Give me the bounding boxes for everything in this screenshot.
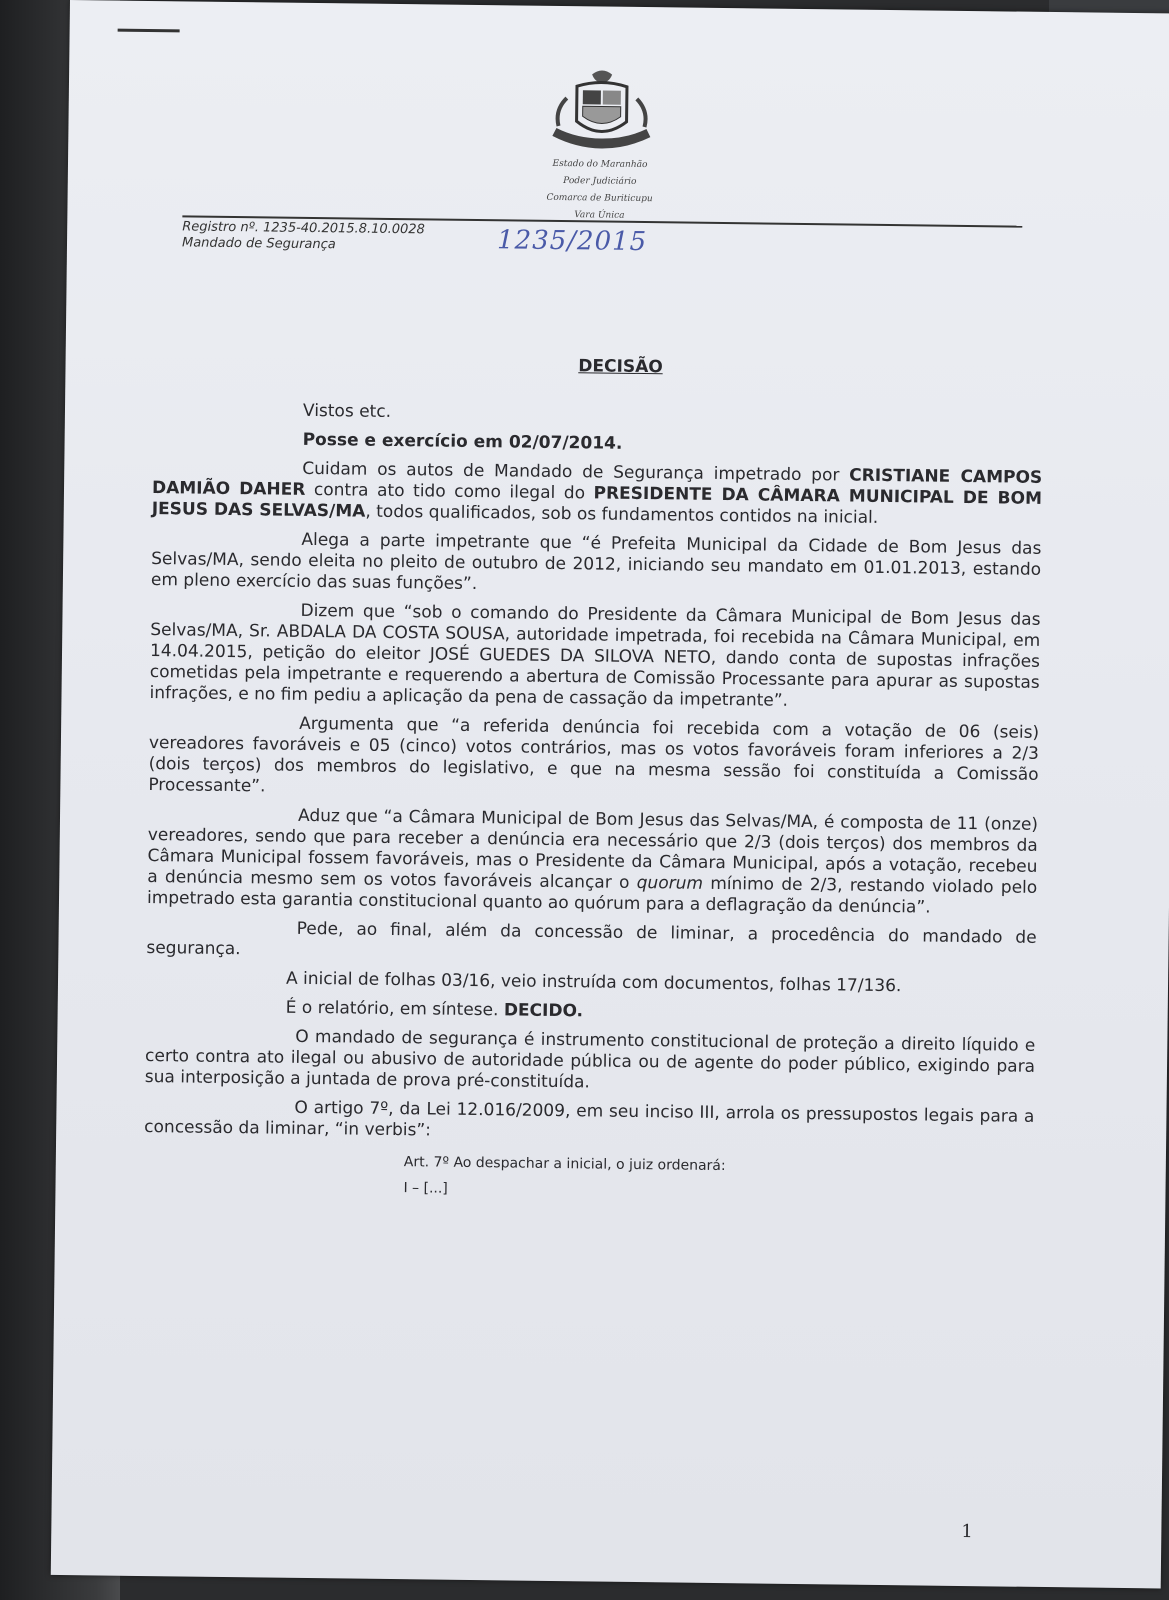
decido: DECIDO. [503, 1000, 584, 1022]
court-line: Vara Única [574, 210, 625, 221]
paragraph-1 [152, 457, 1043, 531]
court-line: Estado do Maranhão [552, 158, 648, 171]
coat-of-arms-icon [546, 68, 657, 159]
paragraph-8 [146, 996, 1036, 1028]
paragraph-4: Argumenta que “a referida denúncia foi recebida com a votação de 06 (seis) vereadores favoráveis e 05 (cinco) votos contrários, mas os votos favoráveis foram inferiores a 2/3 (dois terços) dos membros do legislativo, e que na mesma sessão foi constituída a Comissão Processante”. [148, 713, 1040, 797]
corner-mark [118, 29, 180, 33]
page-number: 1 [961, 1521, 973, 1543]
paragraph-9: O mandado de segurança é instrumento constitucional de proteção a direito líquido e certo contra ato ilegal ou abusivo de autoridade pública ou de agente do poder público, exigindo para sua interposição a juntada de prova pré-constituída. [144, 1026, 1036, 1093]
paragraph-vistos: Vistos etc. [302, 400, 392, 422]
text-italic: quorum [636, 872, 704, 894]
paragraph-7: A inicial de folhas 03/16, veio instruída com documentos, folhas 17/136. [285, 968, 902, 997]
handwritten-case-number: 1235/2015 [496, 225, 648, 258]
text: Aduz que “a Câmara Municipal de Bom Jesus das Selvas/MA, é composta de 11 (onze) vereadores, sendo que para receber a denúncia era necessário que 2/3 (dois terços) dos membros da Câmara Municipal fossem favoráveis, mas o Presidente da Câmara Municipal, após a votação, recebeu a denúncia mesmo sem os votos favoráveis alcançar o [147, 805, 1039, 893]
paragraph-2: Alega a parte impetrante que “é Prefeita Municipal da Cidade de Bom Jesus das Selvas/MA, sendo eleita no pleito de outubro de 2012, iniciando seu mandato em 01.01.2013, estando em pleno exercício das suas funções”. [150, 529, 1042, 595]
text: mínimo de 2/3, restando violado pelo impetrado esta garantia constitucional quanto ao quórum para a deflagração da denúncia”. [146, 873, 1038, 918]
document-body [143, 399, 1043, 1209]
court-line: Comarca de Buriticupu [546, 192, 653, 205]
court-line: Poder Judiciário [563, 176, 637, 187]
document-title: DECISÃO [578, 356, 663, 378]
text: Cuidam os autos de Mandado de Segurança impetrado por [302, 458, 850, 486]
quote-line: I – [...] [403, 1180, 448, 1197]
quote-line: Art. 7º Ao despachar a inicial, o juiz ordenará: [403, 1154, 726, 1175]
text: , todos qualificados, sob os fundamentos contidos na inicial. [365, 501, 879, 528]
paragraph-posse: Posse e exercício em 02/07/2014. [302, 429, 623, 454]
document-page [51, 0, 1169, 1588]
quoted-law [403, 1149, 1034, 1209]
paragraph-6: Pede, ao final, além da concessão de liminar, a procedência do mandado de segurança. [146, 918, 1037, 960]
party-impetrante: CRISTIANE CAMPOS DAMIÃO DAHER [151, 465, 1043, 500]
case-registro: Registro nº. 1235-40.2015.8.10.0028 [182, 219, 425, 238]
paragraph-3: Dizem que “sob o comando do Presidente da Câmara Municipal de Bom Jesus das Selvas/MA, Sr. ABDALA DA COSTA SOUSA, autoridade impetrada, foi recebida na Câmara Municipal, em 14.04.2015, petição do eleitor JOSÉ GUEDES DA SILOVA NETO, dando conta de supostas infrações cometidas pela impetrante e requerendo a abertura de Comissão Processante para apurar as supostas infrações, e no fim pediu a aplicação da pena de cassação da impetrante”. [149, 600, 1041, 711]
text: contra ato tido como ilegal do [305, 479, 594, 504]
case-type: Mandado de Segurança [181, 235, 336, 253]
paragraph-5 [147, 804, 1038, 920]
court-header [529, 156, 670, 226]
text: É o relatório, em síntese. [285, 997, 504, 1021]
party-impetrado: PRESIDENTE DA CÂMARA MUNICIPAL DE BOM JESUS DAS SELVAS/MA [151, 483, 1043, 522]
paragraph-10: O artigo 7º, da Lei 12.016/2009, em seu inciso III, arrola os pressupostos legais para a concessão da liminar, “in verbis”: [144, 1097, 1035, 1141]
case-info [182, 219, 425, 254]
